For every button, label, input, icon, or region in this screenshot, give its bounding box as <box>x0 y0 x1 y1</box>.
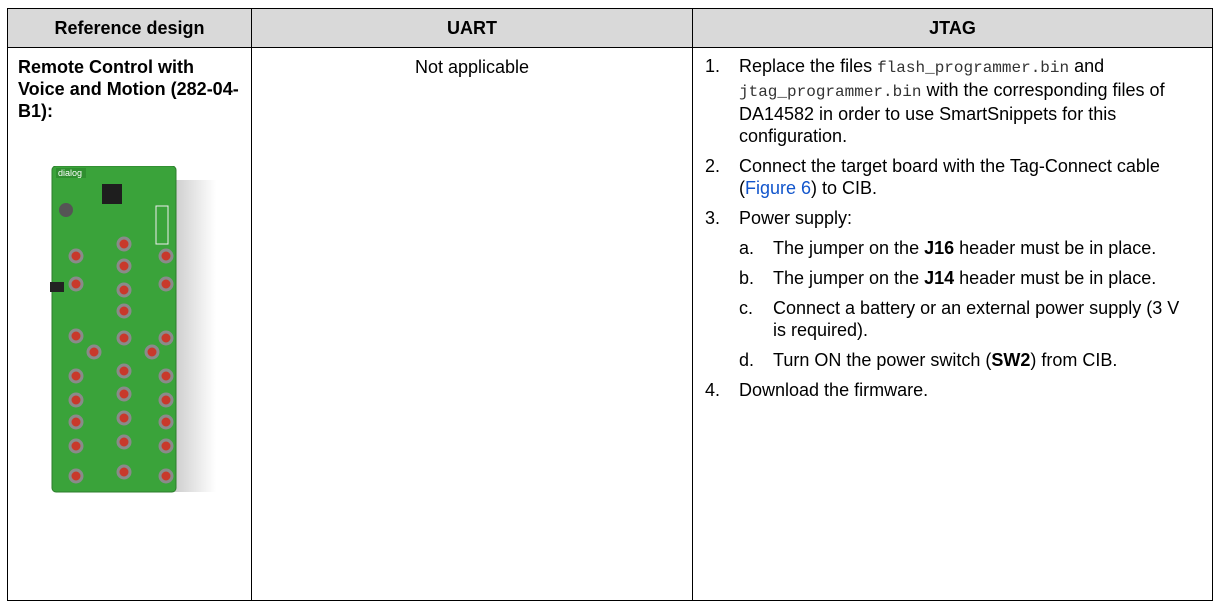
step-text-part: Replace the files <box>739 56 878 76</box>
step-text-part: with the corresponding files of DA14582 in order to use SmartSnippets for this configuration. <box>739 80 1165 146</box>
figure-6-link[interactable]: Figure 6 <box>745 178 812 198</box>
table-header-row <box>8 9 1213 48</box>
step-number: 4. <box>705 380 721 400</box>
substep-text-part: The jumper on the <box>773 268 925 288</box>
substep-letter: a. <box>739 238 755 258</box>
step-text <box>739 155 1196 199</box>
pcb-photo <box>44 166 234 496</box>
uart-cell <box>252 48 693 601</box>
step-text <box>739 55 1196 147</box>
list-item <box>739 267 1196 289</box>
list-item <box>705 207 1196 229</box>
substep-text <box>773 237 1196 259</box>
step-text-part: Connect the target board with the Tag-Connect cable ( <box>739 156 1160 198</box>
table-row <box>8 48 1213 601</box>
header-reference-design: Reference design <box>8 9 252 48</box>
header-jtag: JTAG <box>693 9 1213 48</box>
substep-text <box>773 267 1196 289</box>
substep-text-part: The jumper on the <box>773 238 925 258</box>
board-logo-text: dialog <box>58 168 83 178</box>
list-item <box>739 297 1196 341</box>
design-title: Remote Control with Voice and Motion (282-04-B1): <box>18 57 239 121</box>
jumper-j16-label: J16 <box>924 238 955 258</box>
uart-not-applicable: Not applicable <box>414 57 530 77</box>
jtag-cell <box>693 48 1213 601</box>
step-text-part: and <box>1069 56 1105 76</box>
substep-text-part: ) from CIB. <box>1030 350 1118 370</box>
substep-text-part: header must be in place. <box>954 268 1157 288</box>
step-text: Download the firmware. <box>739 380 929 400</box>
step-number: 2. <box>705 156 721 176</box>
header-uart: UART <box>252 9 693 48</box>
step-text: Power supply: <box>739 208 853 228</box>
reference-design-table <box>7 8 1213 601</box>
list-item <box>739 237 1196 259</box>
substep-letter: d. <box>739 350 755 370</box>
remote-control-board-image <box>44 166 234 496</box>
list-item <box>705 379 1196 401</box>
list-item <box>705 55 1196 147</box>
step-number: 3. <box>705 208 721 228</box>
substep-letter: c. <box>739 298 754 318</box>
step-text-part: ) to CIB. <box>811 178 878 198</box>
substep-text-part: Turn ON the power switch ( <box>773 350 992 370</box>
substep-letter: b. <box>739 268 755 288</box>
list-item <box>705 155 1196 199</box>
filename-flash-programmer: flash_programmer.bin <box>877 59 1070 77</box>
substep-text-part: header must be in place. <box>954 238 1157 258</box>
jumper-j14-label: J14 <box>924 268 955 288</box>
filename-jtag-programmer: jtag_programmer.bin <box>739 83 922 101</box>
substep-text <box>773 349 1196 371</box>
reference-design-cell <box>8 48 252 601</box>
list-item <box>739 349 1196 371</box>
step-number: 1. <box>705 56 721 76</box>
jtag-steps-list <box>693 48 1212 401</box>
substep-text: Connect a battery or an external power supply (3 V is required). <box>773 298 1180 340</box>
switch-sw2-label: SW2 <box>991 350 1031 370</box>
